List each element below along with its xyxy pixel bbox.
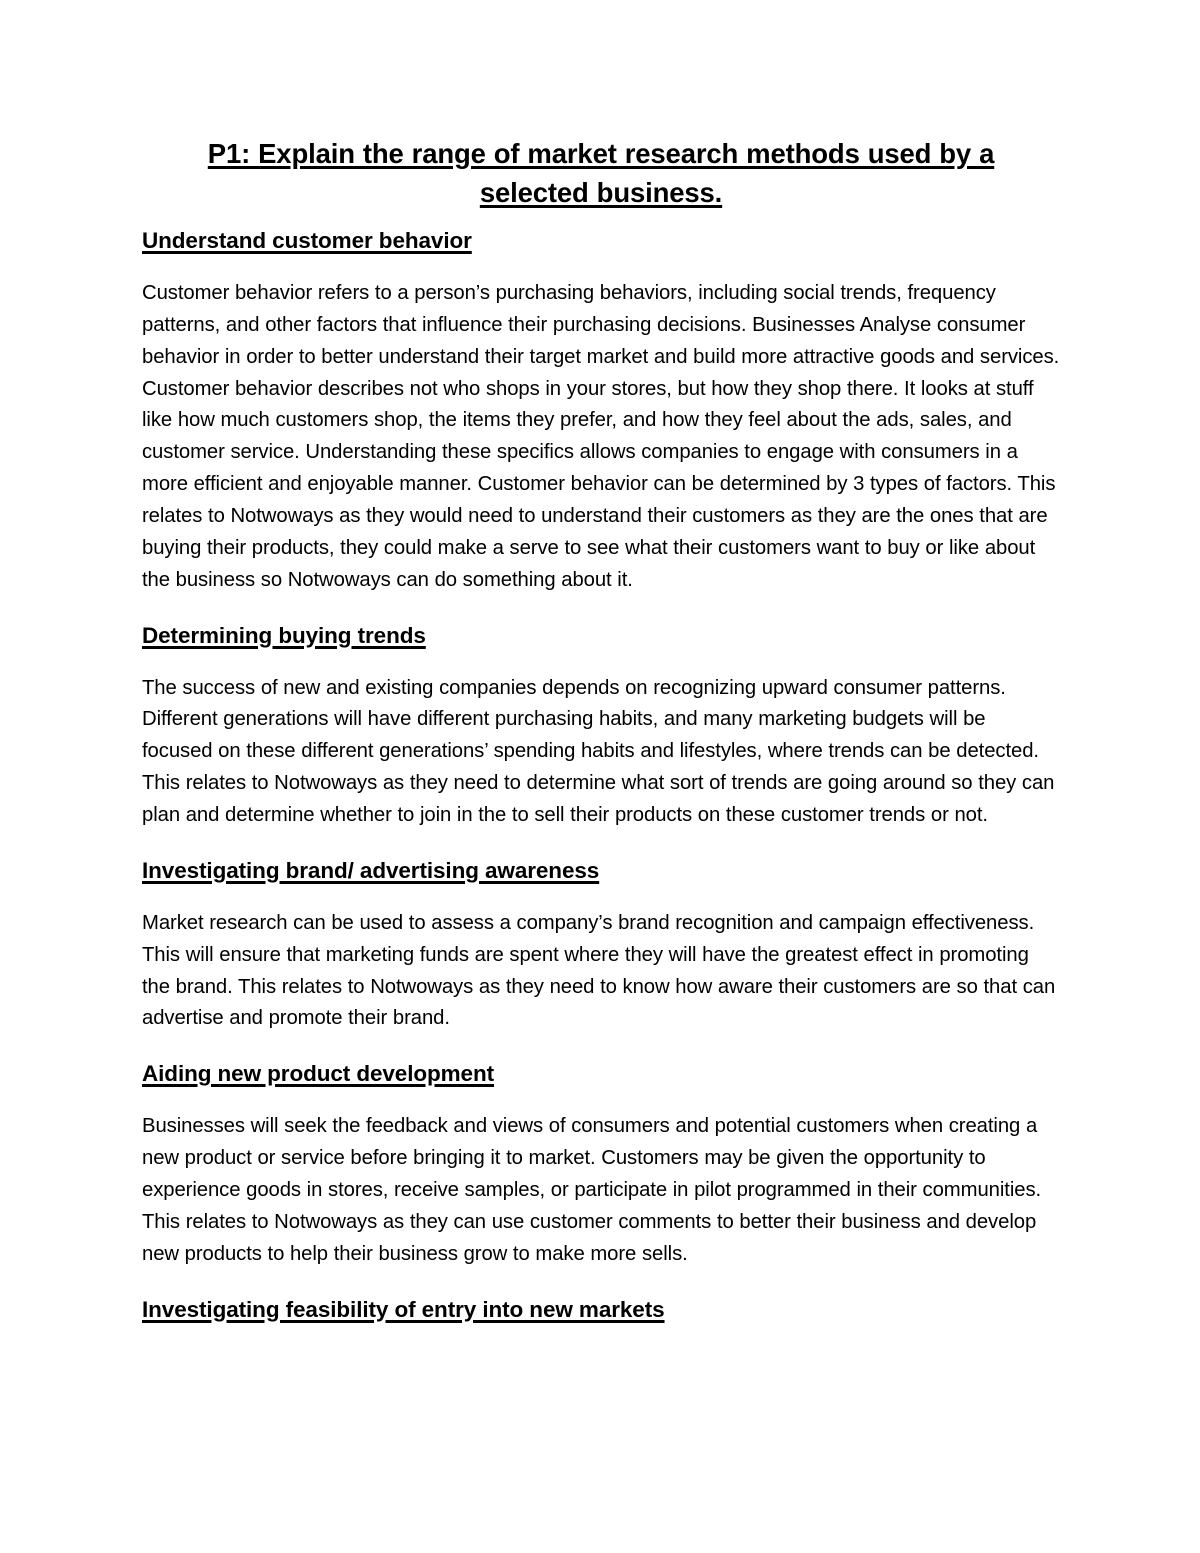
section-heading-understand-customer-behavior xyxy=(142,226,1060,256)
document-content xyxy=(142,134,1060,1324)
page-title-line-1 xyxy=(208,138,994,169)
page-title-line-2 xyxy=(480,177,722,208)
spacer xyxy=(142,597,1060,621)
spacer xyxy=(142,832,1060,856)
section-heading-aiding-new-product-development xyxy=(142,1059,1060,1089)
section-body-determining-buying-trends: The success of new and existing companies depends on recognizing upward consumer patterns. Different generations will have different purchasing habits, and many marketing budgets will be focused on these different generations’ spending habits and lifestyles, where trends can be detected. This relates to Notwoways as they need to determine what sort of trends are going around so they can plan and determine whether to join in the to sell their products on these customer trends or not. xyxy=(142,676,1055,827)
section-heading-text: Determining buying trends xyxy=(142,622,426,648)
spacer xyxy=(142,651,1060,673)
section-heading-text: Investigating brand/ advertising awareness xyxy=(142,858,600,884)
section-body-investigating-brand-advertising-awareness: Market research can be used to assess a company’s brand recognition and campaign effectiveness. This will ensure that marketing funds are spent where they will have the greatest effect in promoting the brand. This relates to Notwoways as they need to know how aware their customers are so that can advertise and promote their brand. xyxy=(142,911,1056,1030)
section-heading-text: Understand customer behavior xyxy=(142,228,472,254)
section-heading-determining-buying-trends xyxy=(142,621,1060,651)
spacer xyxy=(142,1035,1060,1059)
section-heading-text: Investigating feasibility of entry into new markets xyxy=(142,1296,665,1322)
section-body-aiding-new-product-development: Businesses will seek the feedback and views of consumers and potential customers when creating a new product or service before bringing it to market. Customers may be given the opportunity to experience goods in stores, receive samples, or participate in pilot programmed in their communities. This relates to Notwoways as they can use customer comments to better their business and develop new products to help their business grow to make more sells. xyxy=(142,1115,1042,1265)
spacer xyxy=(142,1089,1060,1111)
section-body-understand-customer-behavior: Customer behavior refers to a person’s purchasing behaviors, including social trends, frequency patterns, and other factors that influence their purchasing decisions. Businesses Analyse consumer behavior in order to better understand their target market and build more attractive goods and services. Customer behavior describes not who shops in your stores, but how they shop there. It looks at stuff like how much customers shop, the items they prefer, and how they feel about the ads, sales, and customer service. Understanding these specifics allows companies to engage with consumers in a more efficient and enjoyable manner. Customer behavior can be determined by 3 types of factors. This relates to Notwoways as they would need to understand their customers as they are the ones that are buying their products, they could make a serve to see what their customers want to buy or like about the business so Notwoways can do something about it. xyxy=(142,281,1060,591)
page-title-text-line-2: selected business. xyxy=(479,177,723,209)
spacer xyxy=(142,256,1060,278)
spacer xyxy=(142,1271,1060,1295)
section-heading-investigating-brand-advertising-awareness xyxy=(142,856,1060,886)
page-title-text-line-1: P1: Explain the range of market research methods used by a xyxy=(207,138,995,169)
section-heading-investigating-feasibility-of-entry-into-new-markets xyxy=(142,1295,1060,1325)
page-title xyxy=(142,134,1060,212)
spacer xyxy=(142,886,1060,908)
section-heading-text: Aiding new product development xyxy=(142,1061,495,1087)
